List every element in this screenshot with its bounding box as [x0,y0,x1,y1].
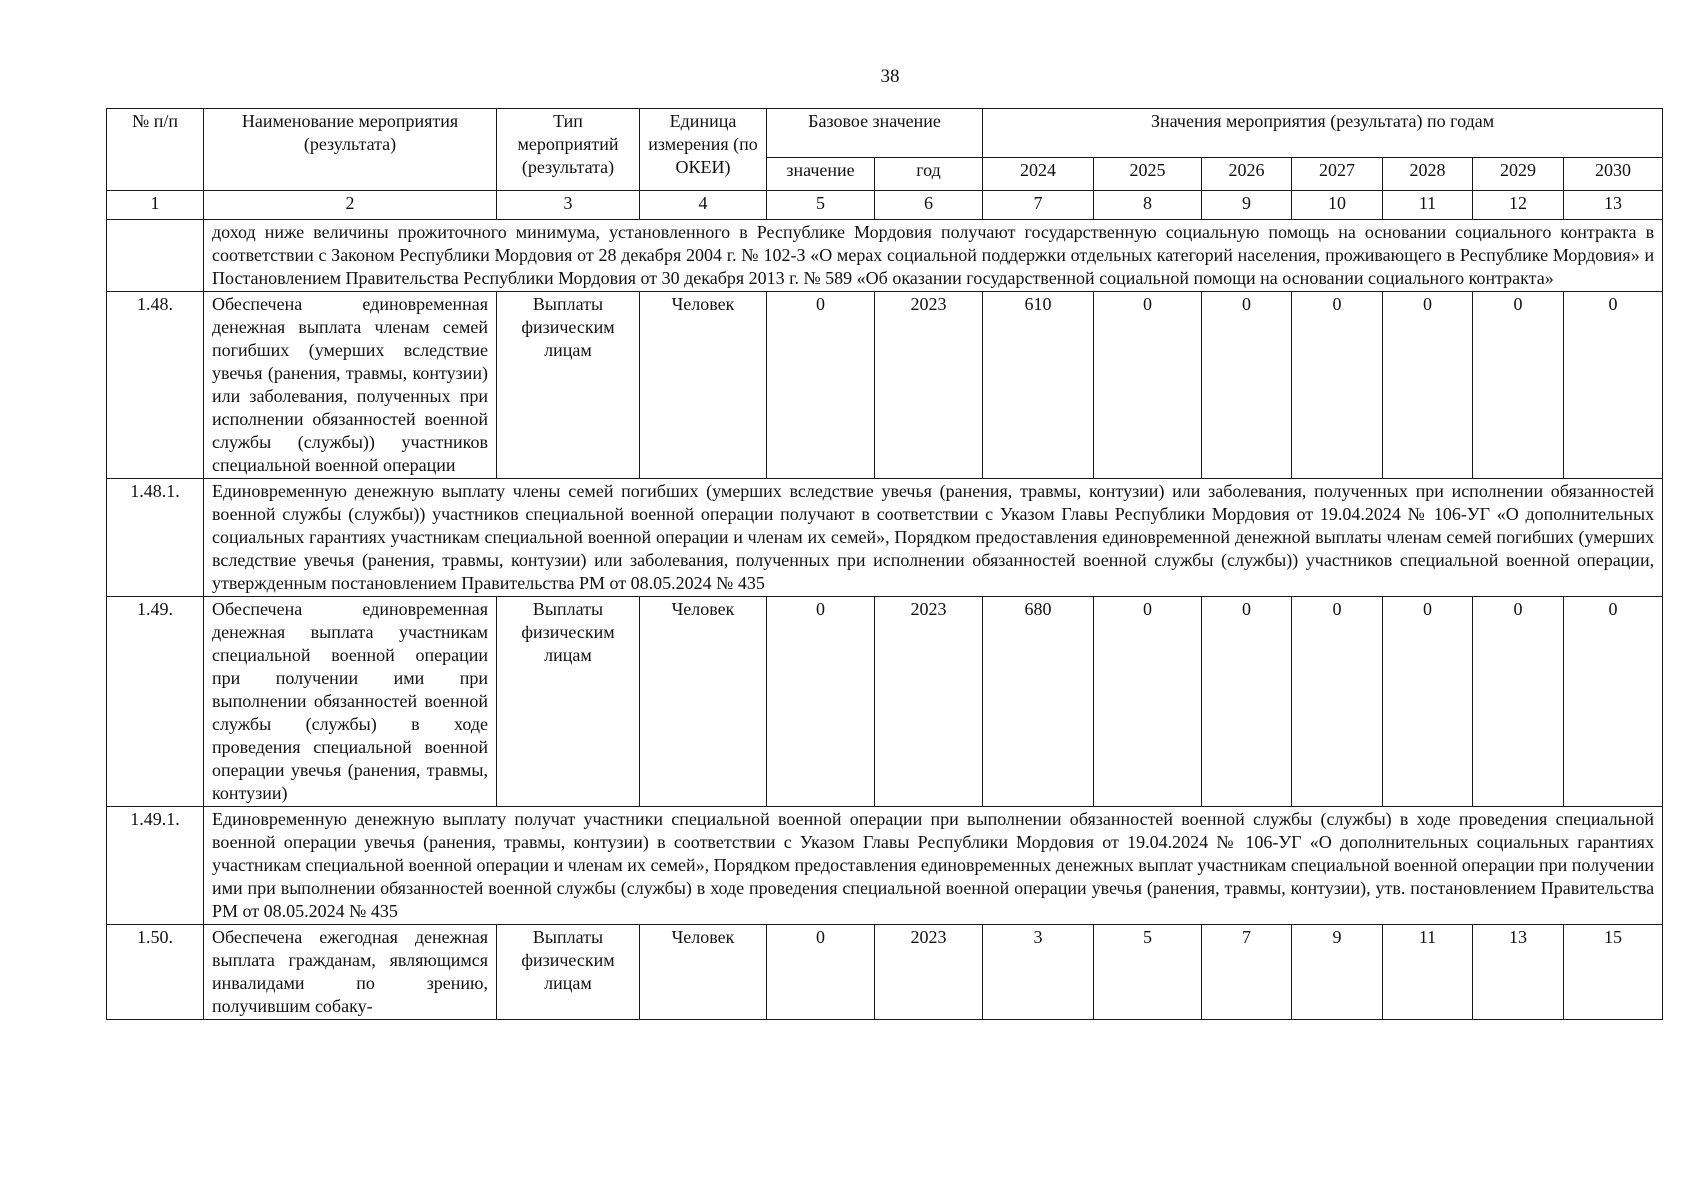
header-type: Тип мероприятий (результата) [497,109,640,191]
header-year: 2030 [1564,158,1663,191]
table-row-measure [107,292,1663,479]
year-value: 5 [1094,925,1202,1020]
column-number: 3 [497,191,640,220]
year-value: 15 [1564,925,1663,1020]
table-row-note [107,479,1663,597]
column-number: 7 [983,191,1094,220]
year-value: 0 [1292,597,1383,807]
year-value: 610 [983,292,1094,479]
measure-name: Обеспечена единовременная денежная выплата участникам специальной военной операции при получении ими при выполнении обязанностей военной службы (службы) в ходе проведения специальной военной операции увечья (ранения, травмы, контузии) [204,597,497,807]
column-number: 8 [1094,191,1202,220]
column-number: 5 [767,191,875,220]
table-row-measure [107,597,1663,807]
note-text: доход ниже величины прожиточного минимума, установленного в Республике Мордовия получают государственную социальную помощь на основании социального контракта в соответствии с Законом Республики Мордовия от 28 декабря 2004 г. № 102-З «О мерах социальной поддержки отдельных категорий населения, проживающего в Республике Мордовия» и Постановлением Правительства Республики Мордовия от 30 декабря 2013 г. № 589 «Об оказании государственной социальной помощи на основании социального контракта» [204,220,1663,292]
measure-name: Обеспечена ежегодная денежная выплата гражданам, являющимся инвалидами по зрению, получившим собаку- [204,925,497,1020]
year-value: 0 [1094,292,1202,479]
column-number: 12 [1473,191,1564,220]
header-year: 2026 [1202,158,1292,191]
column-number: 1 [107,191,204,220]
header-base-year: год [875,158,983,191]
base-value: 0 [767,925,875,1020]
header-year: 2027 [1292,158,1383,191]
table-row-note [107,807,1663,925]
year-value: 13 [1473,925,1564,1020]
column-number: 2 [204,191,497,220]
column-number: 4 [640,191,767,220]
measure-unit: Человек [640,292,767,479]
row-number: 1.48. [107,292,204,479]
measure-unit: Человек [640,597,767,807]
base-value: 0 [767,597,875,807]
header-base-value: значение [767,158,875,191]
column-number: 13 [1564,191,1663,220]
row-number: 1.48.1. [107,479,204,597]
table-row-note [107,220,1663,292]
year-value: 0 [1383,597,1473,807]
note-text: Единовременную денежную выплату члены семей погибших (умерших вследствие увечья (ранения, травмы, контузии) или заболевания, полученных при исполнении обязанностей военной службы (службы)) участников специальной военной операции получают в соответствии с Указом Главы Республики Мордовия от 19.04.2024 № 106-УГ «О дополнительных социальных гарантиях участникам специальной военной операции и членам их семей», Порядком предоставления единовременной денежной выплаты членам семей погибших (умерших вследствие увечья (ранения, травмы, контузии) или заболевания, полученных при исполнении обязанностей военной службы (службы)) участников специальной военной операции, утвержденным постановлением Правительства РМ от 08.05.2024 № 435 [204,479,1663,597]
header-row-top [107,109,1663,158]
measure-type: Выплаты физическим лицам [497,925,640,1020]
year-value: 9 [1292,925,1383,1020]
measures-table [106,108,1663,1020]
year-value: 0 [1292,292,1383,479]
measure-name: Обеспечена единовременная денежная выплата членам семей погибших (умерших вследствие увечья (ранения, травмы, контузии) или заболевания, полученных при исполнении обязанностей военной службы (службы)) участников специальной военной операции [204,292,497,479]
year-value: 0 [1564,292,1663,479]
header-base: Базовое значение [767,109,983,158]
measure-unit: Человек [640,925,767,1020]
year-value: 0 [1383,292,1473,479]
year-value: 0 [1473,292,1564,479]
measure-type: Выплаты физическим лицам [497,597,640,807]
table-row-measure [107,925,1663,1020]
column-number: 11 [1383,191,1473,220]
year-value: 3 [983,925,1094,1020]
row-number: 1.49. [107,597,204,807]
header-year: 2024 [983,158,1094,191]
row-number: 1.50. [107,925,204,1020]
header-year: 2025 [1094,158,1202,191]
base-year: 2023 [875,292,983,479]
header-years: Значения мероприятия (результата) по годам [983,109,1663,158]
row-number [107,220,204,292]
year-value: 7 [1202,925,1292,1020]
column-number: 9 [1202,191,1292,220]
header-num: № п/п [107,109,204,191]
page-number: 38 [880,66,900,87]
header-name: Наименование мероприятия (результата) [204,109,497,191]
year-value: 11 [1383,925,1473,1020]
year-value: 0 [1473,597,1564,807]
year-value: 0 [1202,292,1292,479]
year-value: 680 [983,597,1094,807]
year-value: 0 [1202,597,1292,807]
base-year: 2023 [875,597,983,807]
year-value: 0 [1564,597,1663,807]
note-text: Единовременную денежную выплату получат участники специальной военной операции при выполнении обязанностей военной службы (службы) в ходе проведения специальной военной операции увечья (ранения, травмы, контузии) в соответствии с Указом Главы Республики Мордовия от 19.04.2024 № 106-УГ «О дополнительных социальных гарантиях участникам специальной военной операции и членам их семей», Порядком предоставления единовременных денежных выплат участникам специальной военной операции при получении ими при выполнении обязанностей военной службы (службы) в ходе проведения специальной военной операции увечья (ранения, травмы, контузии), утв. постановлением Правительства РМ от 08.05.2024 № 435 [204,807,1663,925]
header-year: 2028 [1383,158,1473,191]
year-value: 0 [1094,597,1202,807]
header-year: 2029 [1473,158,1564,191]
measure-type: Выплаты физическим лицам [497,292,640,479]
column-number: 6 [875,191,983,220]
row-number: 1.49.1. [107,807,204,925]
column-numbers-row [107,191,1663,220]
base-value: 0 [767,292,875,479]
column-number: 10 [1292,191,1383,220]
header-unit: Единица измерения (по ОКЕИ) [640,109,767,191]
base-year: 2023 [875,925,983,1020]
